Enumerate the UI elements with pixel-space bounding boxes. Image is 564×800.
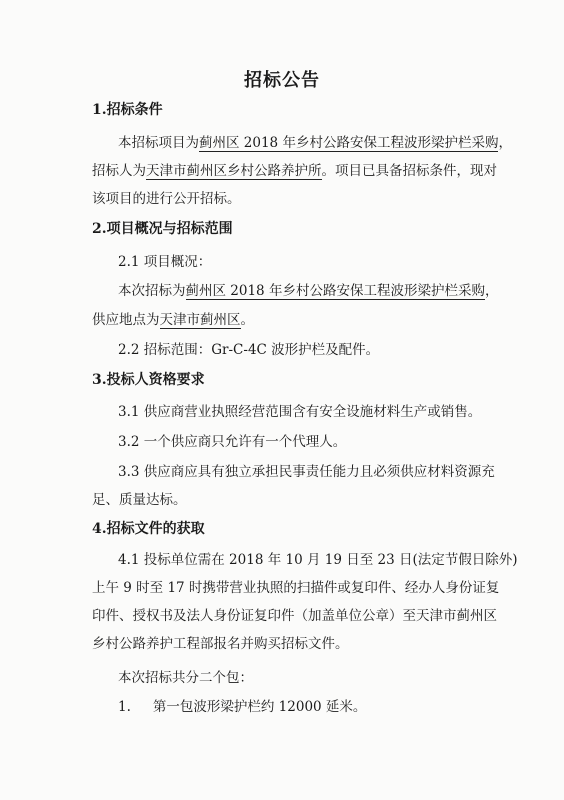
text-segment: 本招标项目为 — [118, 135, 199, 151]
text-segment: 招标人为 — [92, 163, 146, 179]
section-3-item-2: 3.2 一个供应商只允许有一个代理人。 — [118, 434, 347, 450]
text-segment: 。 — [240, 312, 254, 328]
section-2-paragraph-line-2 — [92, 311, 254, 329]
project-name-underlined: 蓟州区 2018 年乡村公路安保工程波形梁护栏采购 — [199, 135, 499, 151]
supply-location-underlined: 天津市蓟州区 — [159, 312, 241, 328]
list-item-text: 第一包波形梁护栏约 12000 延米。 — [152, 699, 367, 715]
text-segment: 。项目已具备招标条件，现对 — [321, 163, 497, 179]
section-1-heading: 1.招标条件 — [92, 102, 163, 118]
section-3-heading: 3.投标人资格要求 — [92, 372, 205, 388]
text-segment: ， — [484, 283, 499, 299]
page-title: 招标公告 — [244, 70, 320, 91]
section-2-subheading-2: 2.2 招标范围：Gr-C-4C 波形护栏及配件。 — [118, 342, 380, 358]
section-4-line-2: 上午 9 时至 17 时携带营业执照的扫描件或复印件、经办人身份证复 — [92, 580, 500, 596]
section-1-paragraph-line-3: 该项目的进行公开招标。 — [92, 191, 241, 207]
text-segment: ， — [498, 135, 512, 151]
section-1-paragraph-line-2 — [92, 162, 497, 180]
section-2-paragraph-line-1 — [118, 282, 498, 300]
section-4-heading: 4.招标文件的获取 — [92, 521, 205, 537]
section-4-line-3: 印件、授权书及法人身份证复印件（加盖单位公章）至天津市蓟州区 — [92, 608, 497, 624]
section-4-line-1: 4.1 投标单位需在 2018 年 10 月 19 日至 23 日(法定节假日除外) — [118, 552, 518, 568]
list-number: 1. — [118, 699, 131, 715]
package-list-item — [118, 698, 366, 716]
tenderer-name-underlined: 天津市蓟州区乡村公路养护所 — [146, 163, 322, 179]
section-2-heading: 2.项目概况与招标范围 — [92, 221, 233, 237]
section-1-paragraph-line-1 — [118, 134, 512, 152]
section-4-line-4: 乡村公路养护工程部报名并购买招标文件。 — [92, 636, 349, 652]
section-4-line-5: 本次招标共分二个包： — [118, 670, 253, 686]
text-segment: 本次招标为 — [118, 283, 186, 299]
section-2-subheading-1: 2.1 项目概况： — [118, 254, 212, 270]
section-3-item-3-line-1: 3.3 供应商应具有独立承担民事责任能力且必须供应材料资源充 — [118, 464, 495, 480]
section-3-item-3-line-2: 足、质量达标。 — [92, 492, 187, 508]
section-3-item-1: 3.1 供应商营业执照经营范围含有安全设施材料生产或销售。 — [118, 404, 482, 420]
project-name-underlined: 蓟州区 2018 年乡村公路安保工程波形梁护栏采购 — [185, 283, 485, 299]
text-segment: 供应地点为 — [92, 312, 160, 328]
